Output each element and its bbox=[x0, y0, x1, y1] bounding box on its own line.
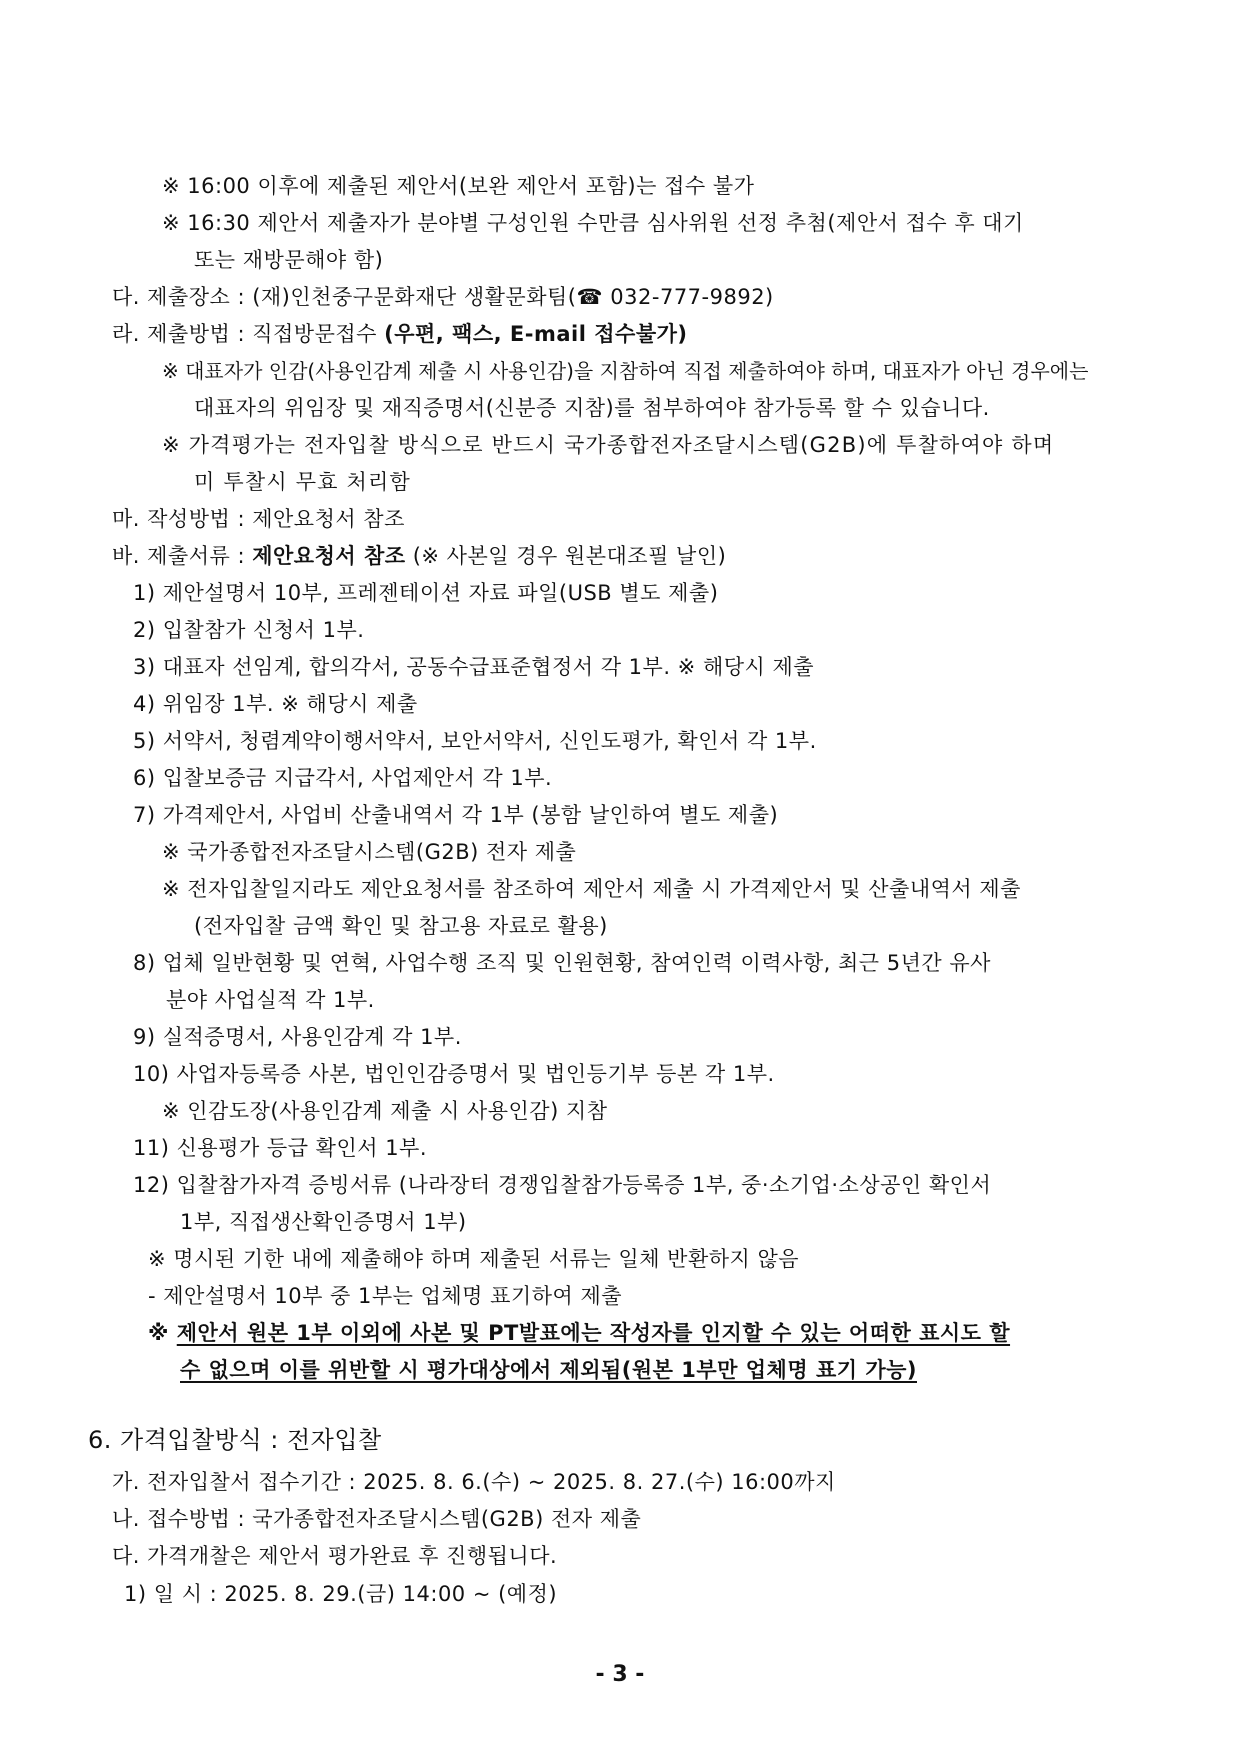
list-item-continued: 1부, 직접생산확인증명서 1부) bbox=[180, 1210, 467, 1234]
underlined-text: 제안서 원본 1부 이외에 사본 및 PT발표에는 작성자를 인지할 수 있는 어떠한 표시도 할 bbox=[176, 1321, 1011, 1345]
note-text: (※ 사본일 경우 원본대조필 날인) bbox=[405, 544, 727, 568]
warning-line-continued: 수 없으며 이를 위반할 시 평가대상에서 제외됨(원본 1부만 업체명 표기 가능) bbox=[180, 1358, 917, 1382]
list-item: 3) 대표자 선임계, 합의각서, 공동수급표준협정서 각 1부. ※ 해당시 제출 bbox=[133, 655, 815, 679]
item-bid-opening: 다. 가격개찰은 제안서 평가완료 후 진행됩니다. bbox=[112, 1544, 558, 1568]
bold-text: 제안요청서 참조 bbox=[252, 544, 406, 568]
item-bid-method: 나. 접수방법 : 국가종합전자조달시스템(G2B) 전자 제출 bbox=[112, 1507, 642, 1531]
note-line: - 제안설명서 10부 중 1부는 업체명 표기하여 제출 bbox=[148, 1284, 623, 1308]
note-line: ※ 대표자가 인감(사용인감계 제출 시 사용인감)을 지참하여 직접 제출하여야 하며, 대표자가 아닌 경우에는 bbox=[162, 359, 1089, 383]
note-line-continued: 대표자의 위임장 및 재직증명서(신분증 지참)를 첨부하여야 참가등록 할 수 있습니다. bbox=[194, 396, 990, 420]
list-item: 5) 서약서, 청렴계약이행서약서, 보안서약서, 신인도평가, 확인서 각 1부. bbox=[133, 729, 817, 753]
note-line-continued: 미 투찰시 무효 처리함 bbox=[194, 470, 411, 494]
list-item-continued: 분야 사업실적 각 1부. bbox=[166, 988, 375, 1012]
note-line: ※ 가격평가는 전자입찰 방식으로 반드시 국가종합전자조달시스템(G2B)에 투찰하여야 하며 bbox=[162, 433, 1055, 457]
note-line: ※ 16:30 제안서 제출자가 분야별 구성인원 수만큼 심사위원 선정 추첨(제안서 접수 후 대기 bbox=[162, 211, 1024, 235]
note-line: ※ 국가종합전자조달시스템(G2B) 전자 제출 bbox=[162, 840, 577, 864]
note-line: ※ 전자입찰일지라도 제안요청서를 참조하여 제안서 제출 시 가격제안서 및 산출내역서 제출 bbox=[162, 877, 1021, 901]
item-label: 바. 제출서류 : bbox=[112, 544, 253, 568]
note-line: ※ 명시된 기한 내에 제출해야 하며 제출된 서류는 일체 반환하지 않음 bbox=[148, 1247, 800, 1271]
item-submission-docs bbox=[112, 542, 726, 570]
list-item: 6) 입찰보증금 지급각서, 사업제안서 각 1부. bbox=[133, 766, 553, 790]
warning-line bbox=[148, 1319, 1010, 1347]
note-mark: ※ bbox=[148, 1321, 177, 1345]
item-submission-method bbox=[112, 320, 688, 348]
list-item: 4) 위임장 1부. ※ 해당시 제출 bbox=[133, 692, 418, 716]
note-line-continued: 또는 재방문해야 함) bbox=[194, 248, 384, 272]
list-item: 1) 제안설명서 10부, 프레젠테이션 자료 파일(USB 별도 제출) bbox=[133, 581, 719, 605]
note-line-continued: (전자입찰 금액 확인 및 참고용 자료로 활용) bbox=[194, 914, 608, 938]
list-item: 2) 입찰참가 신청서 1부. bbox=[133, 618, 365, 642]
item-bid-period: 가. 전자입찰서 접수기간 : 2025. 8. 6.(수) ~ 2025. 8. 27.(수) 16:00까지 bbox=[112, 1470, 836, 1494]
list-item: 11) 신용평가 등급 확인서 1부. bbox=[133, 1136, 428, 1160]
list-item: 10) 사업자등록증 사본, 법인인감증명서 및 법인등기부 등본 각 1부. bbox=[133, 1062, 775, 1086]
item-label: 라. 제출방법 : 직접방문접수 bbox=[112, 322, 385, 346]
page-number: - 3 - bbox=[595, 1662, 645, 1687]
note-line: ※ 인감도장(사용인감계 제출 시 사용인감) 지참 bbox=[162, 1099, 608, 1123]
bold-text: (우편, 팩스, E-mail 접수불가) bbox=[384, 322, 688, 346]
section-heading-6: 6. 가격입찰방식 : 전자입찰 bbox=[88, 1426, 382, 1454]
list-item: 8) 업체 일반현황 및 연혁, 사업수행 조직 및 인원현황, 참여인력 이력사항, 최근 5년간 유사 bbox=[133, 951, 991, 975]
note-line: ※ 16:00 이후에 제출된 제안서(보완 제안서 포함)는 접수 불가 bbox=[162, 174, 755, 198]
list-item: 7) 가격제안서, 사업비 산출내역서 각 1부 (봉함 날인하여 별도 제출) bbox=[133, 803, 779, 827]
list-item: 12) 입찰참가자격 증빙서류 (나라장터 경쟁입찰참가등록증 1부, 중·소기업·소상공인 확인서 bbox=[133, 1173, 992, 1197]
item-submission-place: 다. 제출장소 : (재)인천중구문화재단 생활문화팀(☎ 032-777-9892) bbox=[112, 285, 774, 309]
item-writing-method: 마. 작성방법 : 제안요청서 참조 bbox=[112, 507, 405, 531]
list-item: 1) 일 시 : 2025. 8. 29.(금) 14:00 ~ (예정) bbox=[124, 1582, 558, 1606]
list-item: 9) 실적증명서, 사용인감계 각 1부. bbox=[133, 1025, 462, 1049]
